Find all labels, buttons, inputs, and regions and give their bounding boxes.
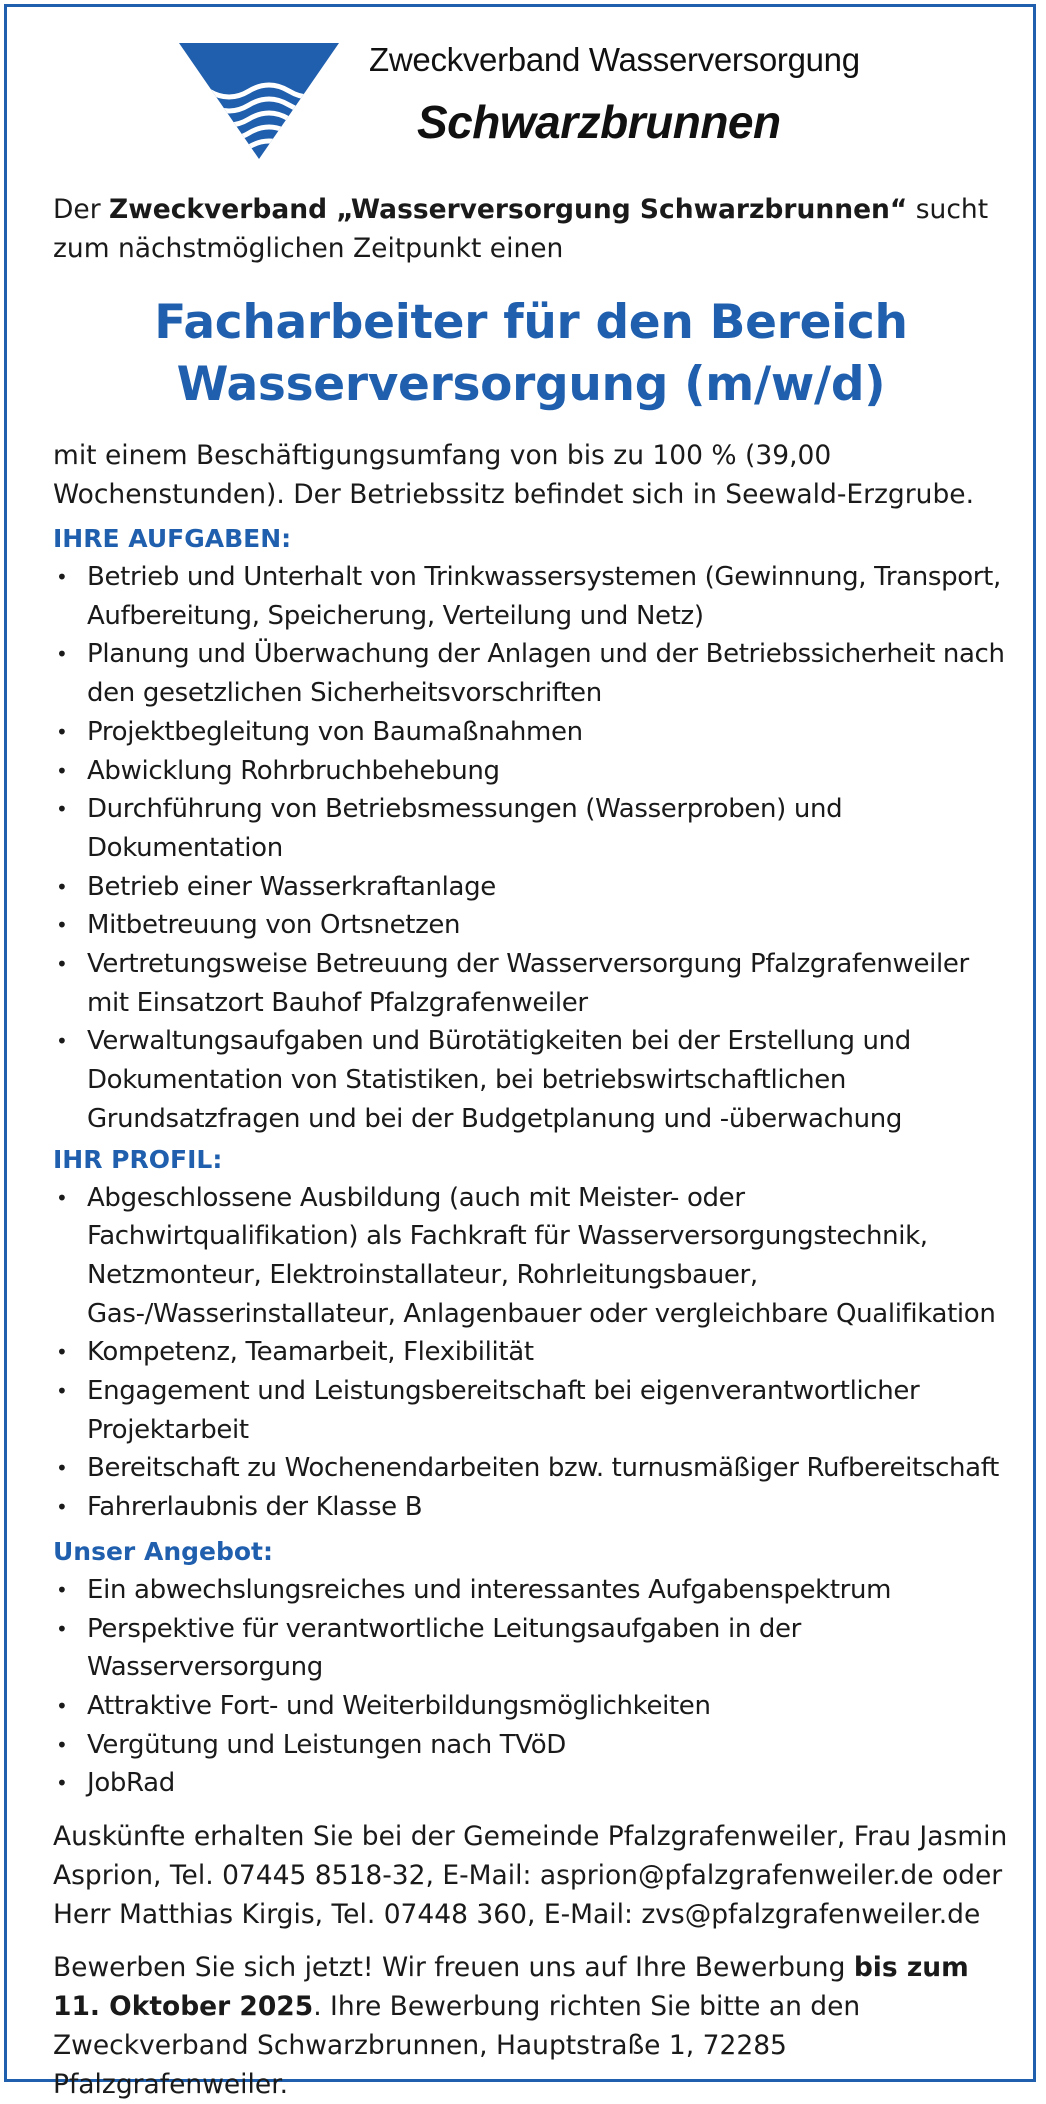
offer-list (53, 1571, 1009, 1803)
bullet-icon: • (56, 1340, 68, 1365)
bullet-icon: • (56, 642, 68, 667)
apply-deadline: bis zum 11. Oktober 2025 (53, 1952, 969, 2023)
bullet-icon: • (56, 719, 68, 744)
list-item: • Vergütung und Leistungen nach TVöD (53, 1726, 1009, 1765)
triangle-waves-logo-icon (179, 43, 339, 159)
list-item: • Ein abwechslungsreiches und interessantes Aufgabenspektrum (53, 1571, 1009, 1610)
list-item: • JobRad (53, 1764, 1009, 1803)
org-line: Zweckverband Wasserversorgung (369, 41, 860, 78)
apply-post: . Ihre Bewerbung richten Sie bitte an den Zweckverband Schwarzbrunnen, Hauptstraße 1, 72285 Pfalzgrafenweiler. (53, 1991, 861, 2101)
apply-pre: Bewerben Sie sich jetzt! Wir freuen uns auf Ihre Bewerbung (53, 1952, 854, 1984)
list-item: • Attraktive Fort- und Weiterbildungsmöglichkeiten (53, 1687, 1009, 1726)
org-name: Schwarzbrunnen (417, 96, 781, 148)
list-item: • Betrieb und Unterhalt von Trinkwassersystemen (Gewinnung, Transport, Aufbereitung, Speicherung, Verteilung und Netz) (53, 558, 1009, 635)
job-title (53, 292, 1009, 416)
bullet-icon: • (56, 565, 68, 589)
bullet-icon: • (56, 1616, 68, 1641)
bullet-icon: • (56, 1771, 68, 1796)
header (7, 27, 1039, 167)
apply-text (53, 1948, 1009, 2104)
list-item: • Betrieb einer Wasserkraftanlage (53, 868, 1009, 907)
job-title-line1: Facharbeiter für den Bereich (154, 295, 908, 350)
list-item: • Planung und Überwachung der Anlagen und der Betriebssicherheit nach den gesetzlichen Sicherheitsvorschriften (53, 635, 1009, 712)
list-item: • Durchführung von Betriebsmessungen (Wasserproben) und Dokumentation (53, 790, 1009, 867)
bullet-icon: • (56, 797, 68, 822)
list-item: • Perspektive für verantwortliche Leitungsaufgaben in der Wasserversorgung (53, 1610, 1009, 1687)
intro-post: sucht zum nächstmöglichen Zeitpunkt einen (53, 194, 989, 264)
bullet-icon: • (56, 1732, 68, 1757)
bullet-icon: • (56, 1029, 68, 1054)
list-item: • Fahrerlaubnis der Klasse B (53, 1488, 1009, 1527)
offer-heading: Unser Angebot: (53, 1536, 273, 1566)
profile-heading: IHR PROFIL: (53, 1144, 223, 1174)
bullet-icon: • (56, 1456, 68, 1481)
list-item: • Vertretungsweise Betreuung der Wasserversorgung Pfalzgrafenweiler mit Einsatzort Bauhof Pfalzgrafenweiler (53, 945, 1009, 1022)
tasks-list (53, 558, 1009, 1139)
bullet-icon: • (56, 913, 68, 938)
intro-org: Zweckverband „Wasserversorgung Schwarzbrunnen“ (109, 194, 908, 225)
bullet-icon: • (56, 1185, 68, 1210)
scope-text: mit einem Beschäftigungsumfang von bis zu 100 % (39,00 Wochenstunden). Der Betriebssitz befindet sich in Seewald-Erzgrube. (53, 440, 974, 510)
bullet-icon: • (56, 1577, 68, 1602)
bullet-icon: • (56, 758, 68, 783)
list-item: • Bereitschaft zu Wochenendarbeiten bzw. turnusmäßiger Rufbereitschaft (53, 1449, 1009, 1488)
profile-list (53, 1179, 1009, 1527)
list-item: • Verwaltungsaufgaben und Bürotätigkeiten bei der Erstellung und Dokumentation von Statistiken, bei betriebswirtschaftlichen Grundsatzfragen und bei der Budgetplanung und -überwachung (53, 1022, 1009, 1138)
list-item: • Kompetenz, Teamarbeit, Flexibilität (53, 1333, 1009, 1372)
ad-frame (4, 4, 1036, 2101)
list-item: • Abwicklung Rohrbruchbehebung (53, 752, 1009, 791)
list-item: • Engagement und Leistungsbereitschaft bei eigenverantwortlicher Projektarbeit (53, 1372, 1009, 1449)
list-item: • Projektbegleitung von Baumaßnahmen (53, 713, 1009, 752)
contact-text: Auskünfte erhalten Sie bei der Gemeinde Pfalzgrafenweiler, Frau Jasmin Asprion, Tel. 07445 8518-32, E-Mail: asprion@pfalzgrafenweiler.de oder Herr Matthias Kirgis, Tel. 07448 360, E-Mail: zvs@pfalzgrafenweiler.de (53, 1821, 1008, 1931)
ad-content (53, 190, 1009, 2104)
list-item: • Mitbetreuung von Ortsnetzen (53, 906, 1009, 945)
bullet-icon: • (56, 1495, 68, 1520)
intro-pre: Der (53, 194, 110, 225)
list-item: • Abgeschlossene Ausbildung (auch mit Meister- oder Fachwirtqualifikation) als Fachkraft für Wasserversorgungstechnik, Netzmonteur, Elektroinstallateur, Rohrleitungsbauer, Gas-/Wasserinstallateur, Anlagenbauer oder vergleichbare Qualifikation (53, 1179, 1009, 1334)
job-title-line2: Wasserversorgung (m/w/d) (176, 357, 886, 412)
bullet-icon: • (56, 874, 68, 899)
bullet-icon: • (56, 1379, 68, 1404)
intro-text (53, 190, 1009, 268)
tasks-heading: IHRE AUFGABEN: (53, 524, 292, 553)
bullet-icon: • (56, 952, 68, 977)
bullet-icon: • (56, 1693, 68, 1718)
